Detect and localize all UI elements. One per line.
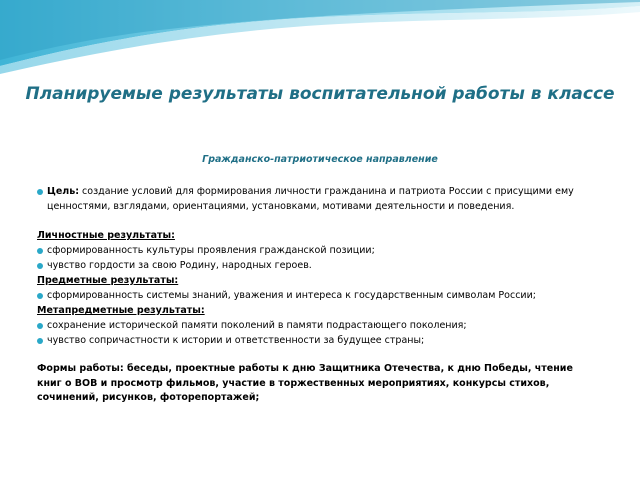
section-heading-personal: Личностные результаты: (37, 230, 175, 241)
section-heading-metasubject: Метапредметные результаты: (37, 305, 205, 316)
list-item-text: чувство гордости за свою Родину, народных героев. (47, 260, 312, 271)
page-subtitle: Гражданско-патриотическое направление (202, 154, 438, 165)
list-item (37, 243, 597, 258)
list-item (37, 288, 597, 303)
bullet-icon (37, 248, 43, 254)
goal-text: создание условий для формирования личности гражданина и патриота России с присущими ему ценностями, взглядами, ориентациями, установками, мотивами деятельности и поведения. (47, 186, 574, 212)
header-wave-decoration (0, 0, 640, 80)
list-item-text: чувство сопричастности к истории и ответственности за будущее страны; (47, 335, 425, 346)
page-title: Планируемые результаты воспитательной работы в классе (25, 84, 615, 104)
bullet-icon (37, 338, 43, 344)
work-forms-paragraph: Формы работы: беседы, проектные работы к дню Защитника Отечества, к дню Победы, чтение книг о ВОВ и просмотр фильмов, участие в торжественных мероприятиях, конкурсы стихов, сочинений, рисунков, фоторепортажей; (37, 363, 573, 403)
goal-label: Цель: (47, 186, 80, 197)
goal-item (37, 184, 597, 214)
list-item (37, 333, 597, 348)
bullet-icon (37, 189, 43, 195)
bullet-icon (37, 263, 43, 269)
list-item (37, 258, 597, 273)
list-item (37, 318, 597, 333)
bullet-icon (37, 323, 43, 329)
section-heading-subject: Предметные результаты: (37, 275, 179, 286)
content-body (37, 184, 597, 406)
list-item-text: сформированность системы знаний, уважения и интереса к государственным символам России; (47, 290, 536, 301)
bullet-icon (37, 293, 43, 299)
list-item-text: сохранение исторической памяти поколений в памяти подрастающего поколения; (47, 320, 467, 331)
list-item-text: сформированность культуры проявления гражданской позиции; (47, 245, 375, 256)
